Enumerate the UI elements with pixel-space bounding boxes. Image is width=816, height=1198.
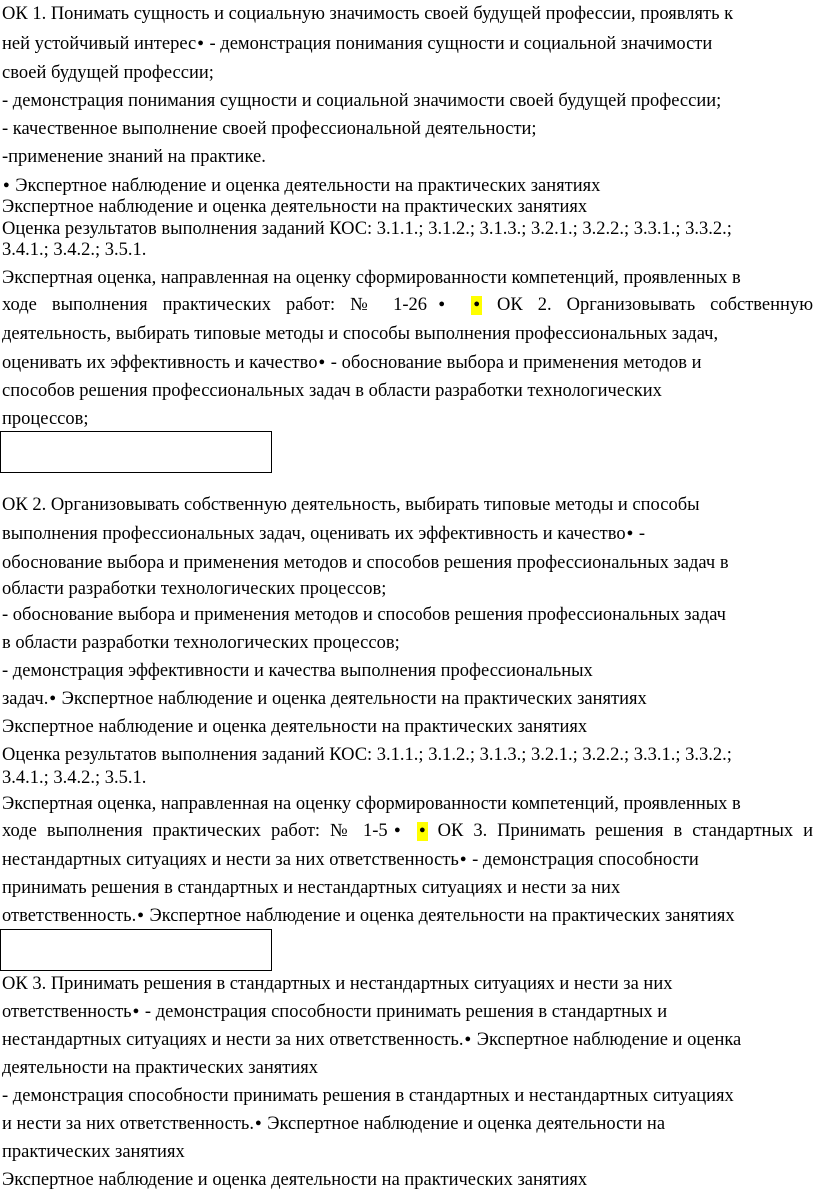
text-line: практических занятиях bbox=[2, 1142, 185, 1162]
bullet-icon bbox=[48, 689, 57, 709]
bullet-icon bbox=[196, 34, 205, 54]
text-line: Экспертная оценка, направленная на оценку сформированности компетенций, проявленных в bbox=[2, 268, 741, 288]
text-line: ОК 1. Понимать сущность и социальную значимость своей будущей профессии, проявлять к bbox=[2, 4, 734, 24]
highlighted-bullet-icon bbox=[417, 822, 428, 841]
text-line: деятельности на практических занятиях bbox=[2, 1058, 318, 1078]
text-line: Экспертная оценка, направленная на оценку сформированности компетенций, проявленных в bbox=[2, 794, 741, 814]
text-line: -применение знаний на практике. bbox=[2, 147, 266, 167]
text-line: своей будущей профессии; bbox=[2, 63, 214, 83]
text-line: ходе выполнения практических работ: № 1-26● ● ОК 2. Организовывать собственную bbox=[2, 296, 813, 315]
empty-table-cell bbox=[0, 431, 272, 473]
text-line: ОК 3. Принимать решения в стандартных и нестандартных ситуациях и нести за них bbox=[2, 974, 673, 994]
text-line: - качественное выполнение своей профессиональной деятельности; bbox=[2, 119, 537, 139]
bullet-icon bbox=[2, 176, 11, 196]
highlighted-bullet-icon bbox=[471, 296, 482, 315]
text-line: ответственность.● Экспертное наблюдение и оценка деятельности на практических занятиях bbox=[2, 907, 735, 926]
text-line: Оценка результатов выполнения заданий КОС: 3.1.1.; 3.1.2.; 3.1.3.; 3.2.1.; 3.2.2.; 3.3.1.; 3.3.2.; bbox=[2, 745, 732, 765]
text-line: - демонстрация способности принимать решения в стандартных и нестандартных ситуациях bbox=[2, 1086, 734, 1106]
text-line: Экспертное наблюдение и оценка деятельности на практических занятиях bbox=[2, 197, 588, 217]
text-line: нестандартных ситуациях и нести за них ответственность● - демонстрация способности bbox=[2, 851, 699, 870]
text-line: и нести за них ответственность.● Экспертное наблюдение и оценка деятельности на bbox=[2, 1115, 665, 1134]
text-line: ОК 2. Организовывать собственную деятельность, выбирать типовые методы и способы bbox=[2, 495, 700, 515]
bullet-icon bbox=[388, 821, 407, 841]
bullet-icon bbox=[459, 850, 468, 870]
text-line: Экспертное наблюдение и оценка деятельности на практических занятиях bbox=[2, 1170, 588, 1190]
text-line: в области разработки технологических процессов; bbox=[2, 633, 400, 653]
bullet-icon bbox=[318, 353, 327, 373]
text-line: ней устойчивый интерес● - демонстрация понимания сущности и социальной значимости bbox=[2, 35, 712, 54]
text-line: способов решения профессиональных задач в области разработки технологических bbox=[2, 381, 662, 401]
text-line: оценивать их эффективность и качество● - обоснование выбора и применения методов и bbox=[2, 354, 702, 373]
bullet-icon bbox=[136, 906, 145, 926]
text-line: ● Экспертное наблюдение и оценка деятельности на практических занятиях bbox=[2, 177, 600, 196]
bullet-icon bbox=[463, 1030, 472, 1050]
text-line: процессов; bbox=[2, 409, 89, 429]
text-line: принимать решения в стандартных и нестандартных ситуациях и нести за них bbox=[2, 878, 621, 898]
bullet-icon bbox=[254, 1114, 263, 1134]
text-line: ответственность● - демонстрация способности принимать решения в стандартных и bbox=[2, 1003, 667, 1022]
text-line: 3.4.1.; 3.4.2.; 3.5.1. bbox=[2, 768, 147, 788]
bullet-icon bbox=[427, 295, 456, 315]
text-line: 3.4.1.; 3.4.2.; 3.5.1. bbox=[2, 240, 147, 260]
text-line: - обоснование выбора и применения методов и способов решения профессиональных задач bbox=[2, 605, 726, 625]
text-line: обоснование выбора и применения методов и способов решения профессиональных задач в bbox=[2, 553, 729, 573]
text-line: ходе выполнения практических работ: № 1-5● ● ОК 3. Принимать решения в стандартных и bbox=[2, 822, 813, 841]
text-line: области разработки технологических процессов; bbox=[2, 579, 387, 599]
bullet-icon bbox=[132, 1002, 141, 1022]
text-line: деятельность, выбирать типовые методы и способы выполнения профессиональных задач, bbox=[2, 324, 719, 344]
text-line: - демонстрация эффективности и качества выполнения профессиональных bbox=[2, 661, 593, 681]
text-line: задач.● Экспертное наблюдение и оценка деятельности на практических занятиях bbox=[2, 690, 647, 709]
empty-table-cell bbox=[0, 929, 272, 971]
bullet-icon bbox=[626, 524, 635, 544]
text-line: выполнения профессиональных задач, оценивать их эффективность и качество● - bbox=[2, 525, 645, 544]
text-line: - демонстрация понимания сущности и социальной значимости своей будущей профессии; bbox=[2, 91, 722, 111]
text-line: Экспертное наблюдение и оценка деятельности на практических занятиях bbox=[2, 717, 588, 737]
text-line: нестандартных ситуациях и нести за них ответственность.● Экспертное наблюдение и оценка bbox=[2, 1031, 741, 1050]
text-line: Оценка результатов выполнения заданий КОС: 3.1.1.; 3.1.2.; 3.1.3.; 3.2.1.; 3.2.2.; 3.3.1.; 3.3.2.; bbox=[2, 219, 732, 239]
